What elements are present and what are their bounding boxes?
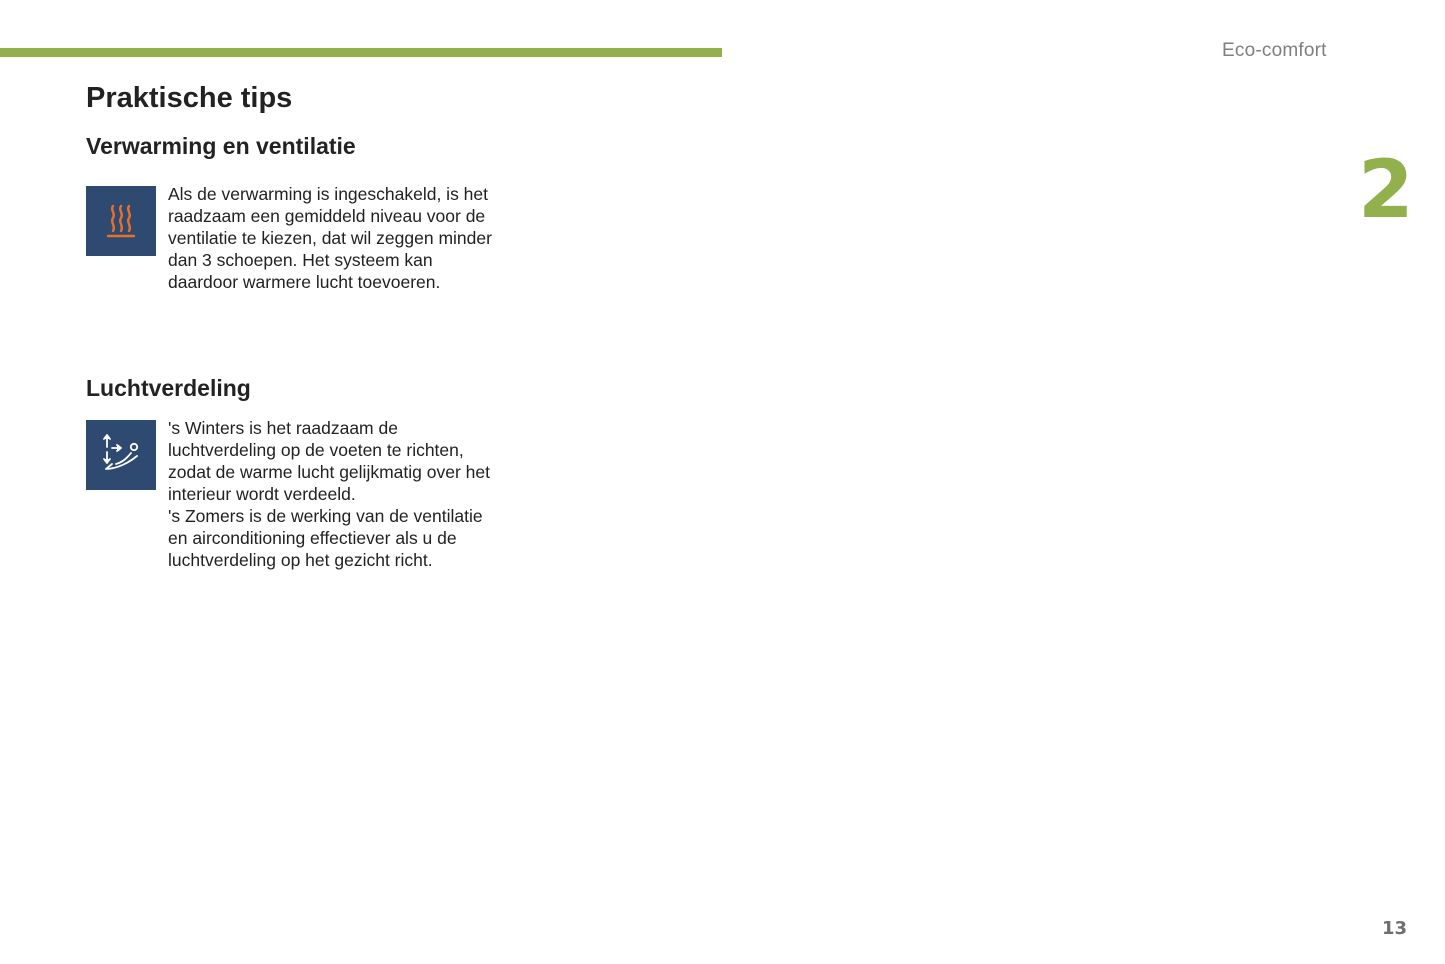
air-distribution-icon: [86, 420, 156, 490]
summer-tip: 's Zomers is de werking van de ventilatie en airconditioning effectiever als u de luchtverdeling op het gezicht richt.: [168, 506, 483, 570]
seat-heating-icon: [86, 186, 156, 256]
top-accent-bar: [0, 48, 722, 57]
heating-section-heading: Verwarming en ventilatie: [86, 133, 356, 159]
section-label: Eco-comfort: [1222, 40, 1327, 61]
page-title: Praktische tips: [86, 82, 293, 114]
air-distribution-tip-text: [168, 417, 498, 571]
air-distribution-heading: Luchtverdeling: [86, 375, 251, 401]
winter-tip: 's Winters is het raadzaam de luchtverdeling op de voeten te richten, zodat de warme lucht gelijkmatig over het interieur wordt verdeeld.: [168, 418, 490, 504]
heating-tip-text: Als de verwarming is ingeschakeld, is het raadzaam een gemiddeld niveau voor de ventilatie te kiezen, dat wil zeggen minder dan 3 schoepen. Het systeem kan daardoor warmere lucht toevoeren.: [168, 184, 492, 292]
page-number: 13: [1382, 918, 1408, 939]
chapter-number: 2: [1358, 143, 1414, 236]
